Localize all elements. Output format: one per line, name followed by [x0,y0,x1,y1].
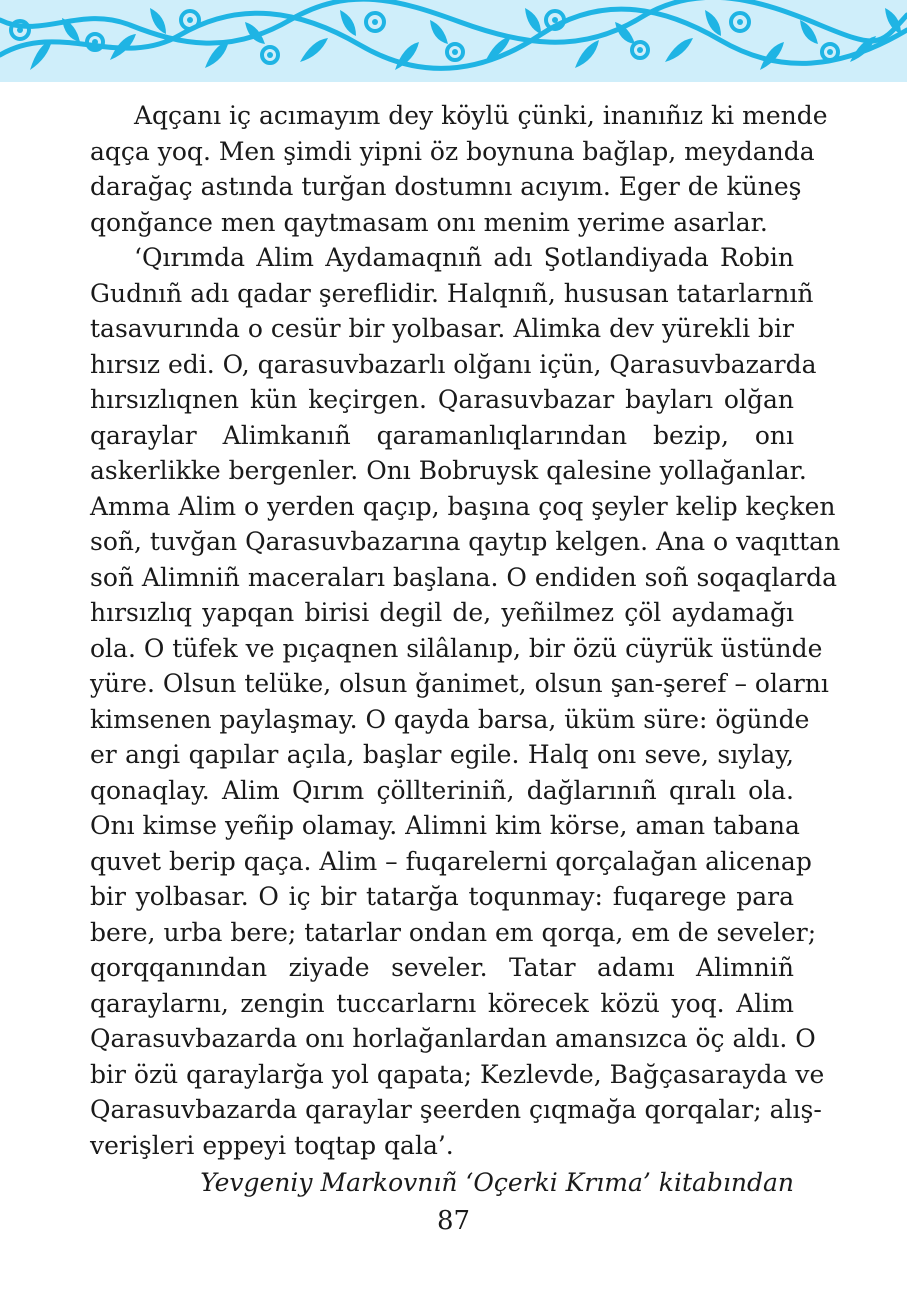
page-number: 87 [436,1206,471,1236]
text-line: qorqqanından ziyade seveler. Tatar adamı Alimniñ [90,953,794,982]
text-line: quvet berip qaça. Alim – fuqarelerni qorçalağan alicenap [90,846,812,876]
text-line: tasavurında o cesür bir yolbasar. Alimka dev yürekli bir [90,314,794,343]
text-line: darağaç astında turğan dostumnı acıyım. Eger de küneş [90,172,802,201]
text-line: ‘Qırımda Alim Aydamaqnıñ adı Şotlandiyada Robin [134,243,794,272]
text-line: verişleri eppeyi toqtap qala’. [90,1130,454,1160]
text-line: qonaqlay. Alim Qırım çöllteriniñ, dağlarınıñ qıralı ola. [90,775,794,805]
text-line: yüre. Olsun telüke, olsun ğanimet, olsun şan-şeref – olarnı [90,669,829,698]
text-line: qonğance men qaytmasam onı menim yerime asarlar. [90,207,768,237]
text-line: Gudnıñ adı qadar şereflidir. Halqnıñ, hususan tatarlarnıñ [90,278,814,308]
text-line: hırsızlıqnen kün keçirgen. Qarasuvbazar bayları olğan [90,385,794,414]
text-line: kimsenen paylaşmay. O qayda barsa, üküm süre: ögünde [90,704,810,734]
paragraph [90,98,828,240]
text-line: bere, urba bere; tatarlar ondan em qorqa, em de seveler; [90,917,817,947]
floral-ornament-banner [0,0,907,82]
text-line: bir özü qaraylarğa yol qapata; Kezlevde, Bağçasarayda ve [90,1059,825,1089]
text-line: Aqçanı iç acımayım dey köylü çünki, inanıñız ki mende [134,101,828,130]
text-line: Onı kimse yeñip olamay. Alimni kim körse, aman tabana [90,811,800,840]
text-line: soñ, tuvğan Qarasuvbazarına qaytıp kelgen. Ana o vaqıttan [90,527,841,556]
text-line: askerlikke bergenler. Onı Bobruysk qalesine yollağanlar. [90,456,807,485]
text-line: hırsızlıq yapqan birisi degil de, yeñilmez çöl aydamağı [90,598,794,627]
paragraph [90,240,841,1163]
source-citation: Yevgeniy Markovnıñ ‘Oçerki Krıma’ kitabından [200,1168,794,1197]
floral-ornament-icon [0,0,907,82]
text-line: Qarasuvbazarda qaraylar şeerden çıqmağa qorqalar; alış- [90,1095,822,1124]
page-body [90,98,841,1201]
text-line: bir yolbasar. O iç bir tatarğa toqunmay: fuqarege para [90,882,794,911]
text-line: er angi qapılar açıla, başlar egile. Halq onı seve, sıylay, [90,740,794,769]
text-line: ola. O tüfek ve pıçaqnen silâlanıp, bir özü cüyrük üstünde [90,633,823,663]
text-line: soñ Alimniñ maceraları başlana. O endiden soñ soqaqlarda [90,562,838,592]
text-line: Qarasuvbazarda onı horlağanlardan amansızca öç aldı. O [90,1024,816,1053]
text-line: qaraylarnı, zengin tuccarlarnı körecek közü yoq. Alim [90,988,794,1018]
text-line: qaraylar Alimkanıñ qaramanlıqlarından bezip, onı [90,420,794,450]
text-line: hırsız edi. O, qarasuvbazarlı olğanı içün, Qarasuvbazarda [90,349,817,379]
text-line: aqça yoq. Men şimdi yipni öz boynuna bağlap, meydanda [90,136,815,166]
text-line: Amma Alim o yerden qaçıp, başına çoq şeyler kelip keçken [90,491,836,521]
